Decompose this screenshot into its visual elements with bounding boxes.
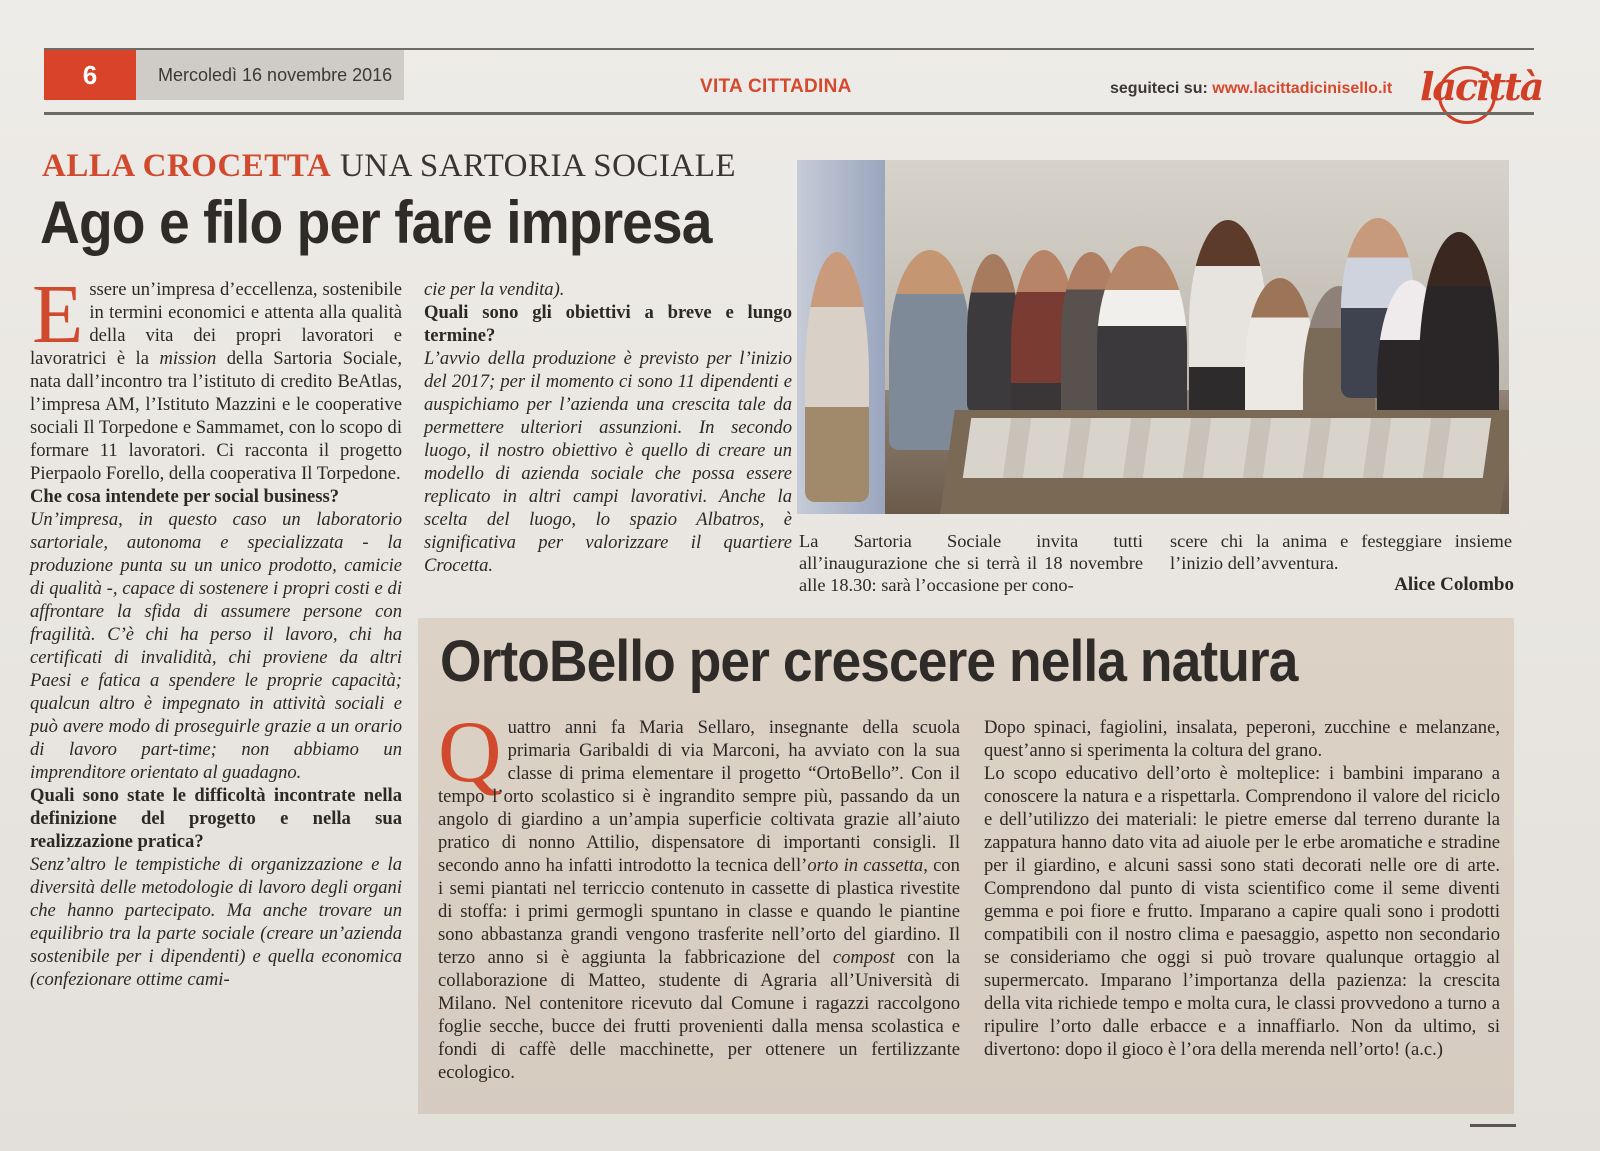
- article2-column-2: [984, 716, 1500, 1061]
- kicker-red: ALLA CROCETTA: [42, 148, 332, 184]
- issue-date: Mercoledì 16 novembre 2016: [136, 50, 404, 100]
- photo-caption-part1: La Sartoria Sociale invita tutti all’inaugurazione che si terrà il 18 novembre alle 18.30: sarà l’occasione per cono-: [799, 531, 1143, 595]
- article1-column-2: [424, 278, 792, 577]
- section-name: VITA CITTADINA: [700, 76, 852, 97]
- article2-paragraph-2: Dopo spinaci, fagiolini, insalata, peperoni, zucchine e melanzane, quest’anno si sperimenta la coltura del grano.: [984, 717, 1500, 761]
- article1-kicker: [42, 148, 782, 185]
- newspaper-logo: lacittà: [1420, 64, 1543, 109]
- photo-caption-part2: scere chi la anima e festeggiare insieme l’inizio dell’avventura.: [1170, 531, 1512, 573]
- question-3: Quali sono gli obiettivi a breve e lungo termine?: [424, 302, 792, 346]
- answer-2: Senz’altro le tempistiche di organizzazione e la diversità delle metodologie di lavoro degli organi che hanno partecipato. Ma anche trovare un equilibrio tra la parte sociale (creare un’azienda sostenibile per i dipendenti) e quella economica (confezionare ottime cami-: [30, 854, 402, 990]
- article1-title: Ago e filo per fare impresa: [40, 189, 712, 256]
- article2-paragraph-3: Lo scopo educativo dell’orto è molteplice: i bambini imparano a conoscere la natura e a rispettarla. Comprendono il valore del riciclo e dell’utilizzo dei materiali: le pietre emerse dal terreno durante la zappatura hanno dato vita ad aiuole per le erbe aromatiche e stradine per il giardino, e alcuni sassi sono stati decorati nelle ore di arte. Comprendono dal punto di vista scientifico come il seme diventi gemma e poi fiore e frutto. Imparano a capire quali sono i prodotti compatibili con il nostro clima e paesaggio, aspetto non secondario se consideriamo che oggi si può trovare qualunque ortaggio al supermercato. Imparano l’importanza della pazienza: la crescita della vita richiede tempo e molta cura, le classi provvedono a turno a ripulire l’orto dalle erbacce e a innaffiarlo. Non da ultimo, si divertono: dopo il gioco è l’ora della merenda nell’orto! (a.c.): [984, 763, 1500, 1060]
- follow-us: [1110, 80, 1392, 98]
- question-2: Quali sono state le difficoltà incontrate nella definizione del progetto e nella sua realizzazione pratica?: [30, 785, 402, 852]
- article1-dropcap: E: [32, 268, 84, 361]
- photo-person: [805, 252, 869, 502]
- article1-column-1: [30, 268, 402, 991]
- article1-intro: Essere un’impresa d’eccellenza, sostenibile in termini economici e attenta alla qualità della vita dei propri lavoratori e lavoratrici è la mission della Sartoria Sociale, nata dall’incontro tra l’istituto di credito BeAtlas, l’impresa AM, l’Istituto Mazzini e le cooperative sociali Il Torpedone e Sammamet, con lo scopo di formare 11 lavoratori. Ci racconta il progetto Pierpaolo Forello, della cooperativa Il Torpedone.: [30, 268, 402, 484]
- bottom-rule: [1470, 1124, 1516, 1127]
- kicker-rest: UNA SARTORIA SOCIALE: [331, 148, 737, 184]
- group-photo: [797, 160, 1509, 514]
- article2-dropcap: Q: [438, 704, 502, 801]
- article1-byline: Alice Colombo: [1394, 574, 1514, 595]
- question-1: Che cosa intendete per social business?: [30, 486, 340, 507]
- answer-1: Un’impresa, in questo caso un laboratorio sartoriale, autonoma e specializzata - la produzione punta su un unico prodotto, camicie di qualità -, capace di sostenere i propri costi e di affrontare la sfida di assumere persone con fragilità. C’è chi ha perso il lavoro, chi ha certificati di invalidità, chi proviene da altri Paesi e fatica a spendere le proprie capacità; qualcun altro è impegnato in attività sociali e può avere modo di proseguirle grazie a un orario di lavoro part-time; non abbiamo un imprenditore orientato al guadagno.: [30, 509, 402, 783]
- header-rule-bottom: [44, 112, 1534, 115]
- page-number: 6: [44, 50, 136, 100]
- photo-fabric: [963, 418, 1491, 478]
- answer-2-continued: cie per la vendita).: [424, 279, 565, 300]
- answer-3: L’avvio della produzione è previsto per l’inizio del 2017; per il momento ci sono 11 dipendenti e auspichiamo per l’azienda una crescita tale da permettere ulteriori assunzioni. In secondo luogo, il nostro obiettivo è quello di creare un modello di azienda sociale che possa essere replicato in altri campi lavorativi. Anche la scelta del luogo, lo spazio Albatros, è significativa per valorizzare il quartiere Crocetta.: [424, 348, 792, 576]
- follow-label: seguiteci su:: [1110, 80, 1208, 97]
- article2-paragraph-1: Quattro anni fa Maria Sellaro, insegnante della scuola primaria Garibaldi di via Marconi, ha avviato con la sua classe di prima elementare il progetto “OrtoBello”. Con il tempo l’orto scolastico si è ingrandito sempre più, passando da un angolo di giardino a un’ampia superficie coltivata grazie all’aiuto pratico di nonno Attilio, dispensatore di importanti consigli. Il secondo anno ha infatti introdotto la tecnica dell’orto in cassetta, con i semi piantati nel terriccio contenuto in cassette di plastica rivestite di stoffa: i primi germogli spuntano in classe e quando le piantine sono abbastanza grandi vengono trasferite nell’orto del giardino. Il terzo anno si è aggiunta la fabbricazione del compost con la collaborazione di Matteo, studente di Agraria all’Università di Milano. Nel contenitore ricevuto dal Comune i ragazzi raccolgono foglie secche, bucce dei frutti provenienti dalla mensa scolastica e fondi di caffè delle macchinette, per ottenere un fertilizzante ecologico.: [438, 704, 960, 1083]
- article2-title: OrtoBello per crescere nella natura: [440, 629, 1298, 694]
- article2-column-1: [438, 704, 960, 1084]
- website-link[interactable]: www.lacittadicinisello.it: [1212, 80, 1393, 97]
